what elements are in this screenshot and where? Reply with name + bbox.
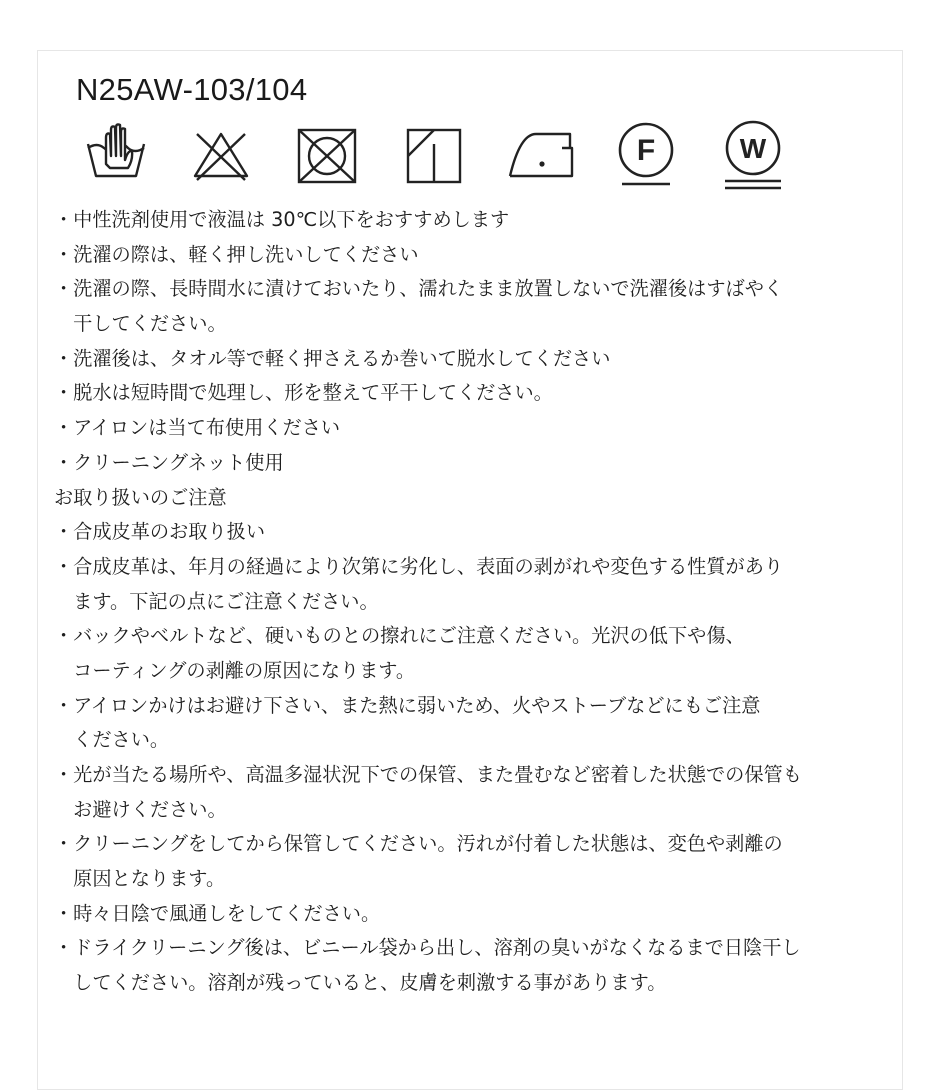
instruction-line: ・クリーニングネット使用 <box>54 450 284 474</box>
product-code: N25AW-103/104 <box>76 72 308 107</box>
instruction-line: ます。下記の点にご注意ください。 <box>54 589 379 613</box>
wet-clean-letter: W <box>739 133 767 164</box>
instruction-line: ・ドライクリーニング後は、ビニール袋から出し、溶剤の臭いがなくなるまで日陰干し <box>54 936 801 960</box>
dry-clean-letter: F <box>636 134 656 167</box>
instruction-line: ・アイロンは当て布使用ください <box>54 416 341 440</box>
instruction-line: ・合成皮革のお取り扱い <box>54 520 266 544</box>
section-heading: お取り扱いのご注意 <box>54 485 227 509</box>
instruction-line: ・クリーニングをしてから保管してください。汚れが付着した状態は、変色や剥離の <box>54 832 783 856</box>
instruction-line: お避けください。 <box>54 797 227 821</box>
no-tumble-dry-icon <box>295 120 361 192</box>
instruction-line: ・アイロンかけはお避け下さい、また熱に弱いため、火やストーブなどにもご注意 <box>54 693 761 717</box>
instruction-line: ください。 <box>54 728 170 752</box>
instruction-line: ・合成皮革は、年月の経過により次第に劣化し、表面の剥がれや変色する性質があり <box>54 554 784 578</box>
no-bleach-icon <box>191 120 251 192</box>
care-instructions <box>54 203 904 1001</box>
instruction-line: ・光が当たる場所や、高温多湿状況下での保管、また畳むなど密着した状態での保管も <box>54 763 802 786</box>
wet-clean-w-icon <box>721 120 785 192</box>
instruction-line: ・中性洗剤使用で液温は 30℃以下をおすすめします <box>54 208 510 231</box>
dry-clean-f-icon <box>614 120 678 192</box>
instruction-line: コーティングの剥離の原因になります。 <box>54 658 416 682</box>
instruction-line: してください。溶剤が残っていると、皮膚を刺激する事があります。 <box>54 971 667 995</box>
instruction-line: 干してください。 <box>54 312 227 336</box>
instruction-line: ・脱水は短時間で処理し、形を整えて平干してください。 <box>54 381 553 405</box>
instruction-line: ・洗濯の際は、軽く押し洗いしてください <box>54 242 419 266</box>
iron-low-icon <box>506 120 576 192</box>
hand-wash-icon <box>84 120 148 192</box>
instruction-line: ・時々日陰で風通しをしてください。 <box>54 901 381 925</box>
instruction-line: 原因となります。 <box>54 867 226 891</box>
line-dry-icon <box>404 120 466 192</box>
instruction-line: ・バックやベルトなど、硬いものとの擦れにご注意ください。光沢の低下や傷、 <box>54 624 745 648</box>
instruction-line: ・洗濯後は、タオル等で軽く押さえるか巻いて脱水してください <box>54 346 611 370</box>
instruction-line: ・洗濯の際、長時間水に漬けておいたり、濡れたまま放置しないで洗濯後はすばやく <box>54 277 784 301</box>
